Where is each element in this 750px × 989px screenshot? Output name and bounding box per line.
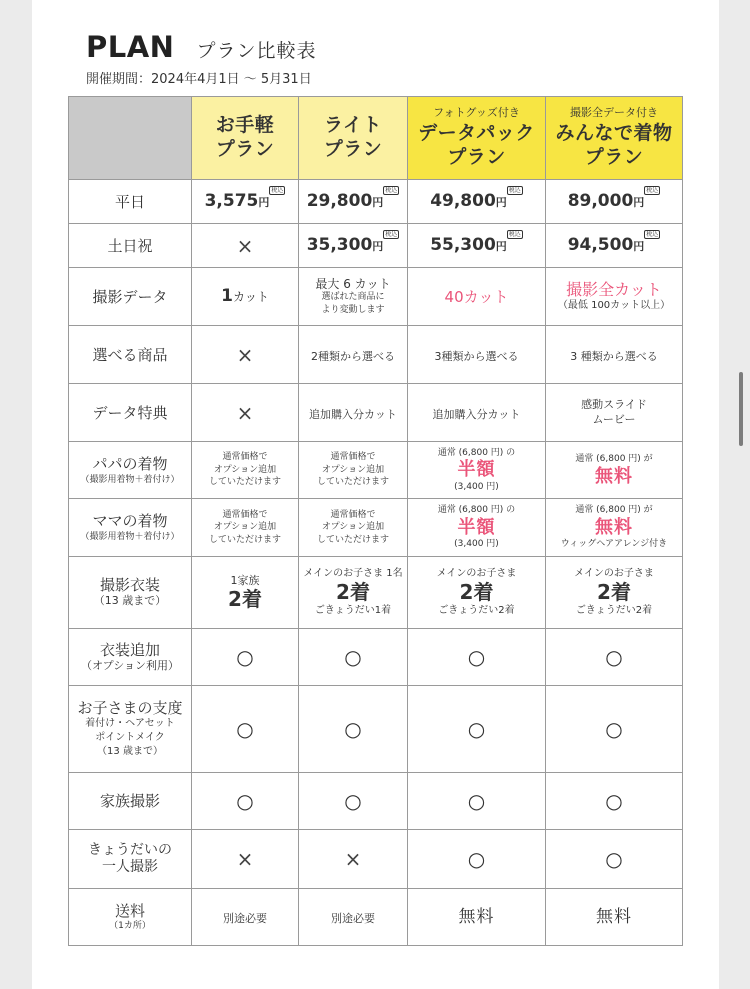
price-cell: 3,575円$^{税込}$ [192,180,299,224]
row-label: 平日 [69,180,192,224]
price-cell: 55,300円$^{税込}$ [408,224,546,268]
row-label: 撮影データ [69,268,192,326]
row-label: 衣装追加 （オプション利用） [69,629,192,686]
cross-mark-icon: × [236,847,254,871]
tax-included-badge: 税込 [508,231,521,239]
row-papa-kimono: パパの着物 （撮影用着物＋着付け） 通常価格で オプション追加 していただけます 通常価格で オプション追加 していただけます 通常 (6,800 円) の 半額 (3,400 円) 通常 (6,800 円) が 無料 [69,442,683,499]
price-cell: 29,800円$^{税込}$ [299,180,408,224]
circle-mark-icon: ○ [605,645,623,669]
circle-mark-icon: ○ [605,847,623,871]
row-label: パパの着物 （撮影用着物＋着付け） [69,442,192,499]
tax-included-badge: 税込 [385,231,398,239]
circle-mark-icon: ○ [605,789,623,813]
price-cell: 94,500円$^{税込}$ [546,224,683,268]
plan-comparison-table [68,96,683,946]
row-sibling-solo [69,830,683,889]
page-title: PLAN [86,30,175,64]
row-child-prep [69,686,683,773]
cross-mark-icon: × [236,233,254,258]
row-label: 送料 （1カ所） [69,889,192,946]
tax-included-badge: 税込 [508,187,521,195]
row-label: きょうだいの 一人撮影 [69,830,192,889]
row-label: ママの着物 （撮影用着物＋着付け） [69,499,192,557]
row-family-photo [69,773,683,830]
cross-mark-icon: × [344,847,362,871]
row-weekday [69,180,683,224]
circle-mark-icon: ○ [467,645,486,669]
row-label: お子さまの支度 着付け・ヘアセット ポイントメイク （13 歳まで） [69,686,192,773]
price-cell: 89,000円$^{税込}$ [546,180,683,224]
row-selectable-goods: 選べる商品 × 2種類から選べる 3種類から選べる 3 種類から選べる [69,326,683,384]
tax-included-badge: 税込 [385,187,398,195]
cross-cell [192,224,299,268]
row-data-bonus: データ特典 × 追加購入分カット 追加購入分カット 感動スライド ムービー [69,384,683,442]
header-plan-minna-kimono: 撮影全データ付き みんなで着物 プラン [546,97,683,180]
header-plan-light: ライト プラン [299,97,408,180]
circle-mark-icon: ○ [467,717,486,741]
row-label: データ特典 [69,384,192,442]
tax-included-badge: 税込 [646,187,659,195]
table-header-row [69,97,683,180]
tax-included-badge: 税込 [646,231,659,239]
circle-mark-icon: ○ [344,717,362,741]
price-cell: 35,300円$^{税込}$ [299,224,408,268]
circle-mark-icon: ○ [236,789,254,813]
circle-mark-icon: ○ [467,847,486,871]
cross-mark-icon: × [236,342,254,367]
circle-mark-icon: ○ [344,645,362,669]
row-costume: 撮影衣装 （13 歳まで） 1家族 2着 メインのお子さま 1名 2着 ごきょうだい1着 メインのお子さま 2着 ごきょうだい2着 メインのお子さま 2着 ごきょうだい2着 [69,557,683,629]
price-cell: 49,800円$^{税込}$ [408,180,546,224]
scrollbar[interactable] [739,372,743,446]
row-label: 撮影衣装 （13 歳まで） [69,557,192,629]
circle-mark-icon: ○ [467,789,486,813]
row-label: 家族撮影 [69,773,192,830]
circle-mark-icon: ○ [344,789,362,813]
circle-mark-icon: ○ [605,717,623,741]
header-plan-datapack: フォトグッズ付き データパック プラン [408,97,546,180]
cross-mark-icon: × [236,400,254,425]
header-corner-cell [69,97,192,180]
circle-mark-icon: ○ [236,717,254,741]
row-holiday [69,224,683,268]
circle-mark-icon: ○ [236,645,254,669]
tax-included-badge: 税込 [271,187,284,195]
row-label: 土日祝 [69,224,192,268]
page-header [86,30,316,87]
row-shooting-data: 撮影データ 1カット 最大 6 カット 選ばれた商品に より変動します 40カット 撮影全カット （最低 100カット以上） [69,268,683,326]
header-plan-otegaru: お手軽 プラン [192,97,299,180]
row-shipping: 送料 （1カ所） 別途必要 別途必要 無料 無料 [69,889,683,946]
event-period: 開催期間：2024年4月1日 〜 5月31日 [86,72,312,87]
page-subtitle: プラン比較表 [196,40,317,62]
row-label: 選べる商品 [69,326,192,384]
row-mama-kimono: ママの着物 （撮影用着物＋着付け） 通常価格で オプション追加 していただけます 通常価格で オプション追加 していただけます 通常 (6,800 円) の 半額 (3,400 円) 通常 (6,800 円) が 無料 ウィッグヘアアレンジ付き [69,499,683,557]
row-add-costume [69,629,683,686]
